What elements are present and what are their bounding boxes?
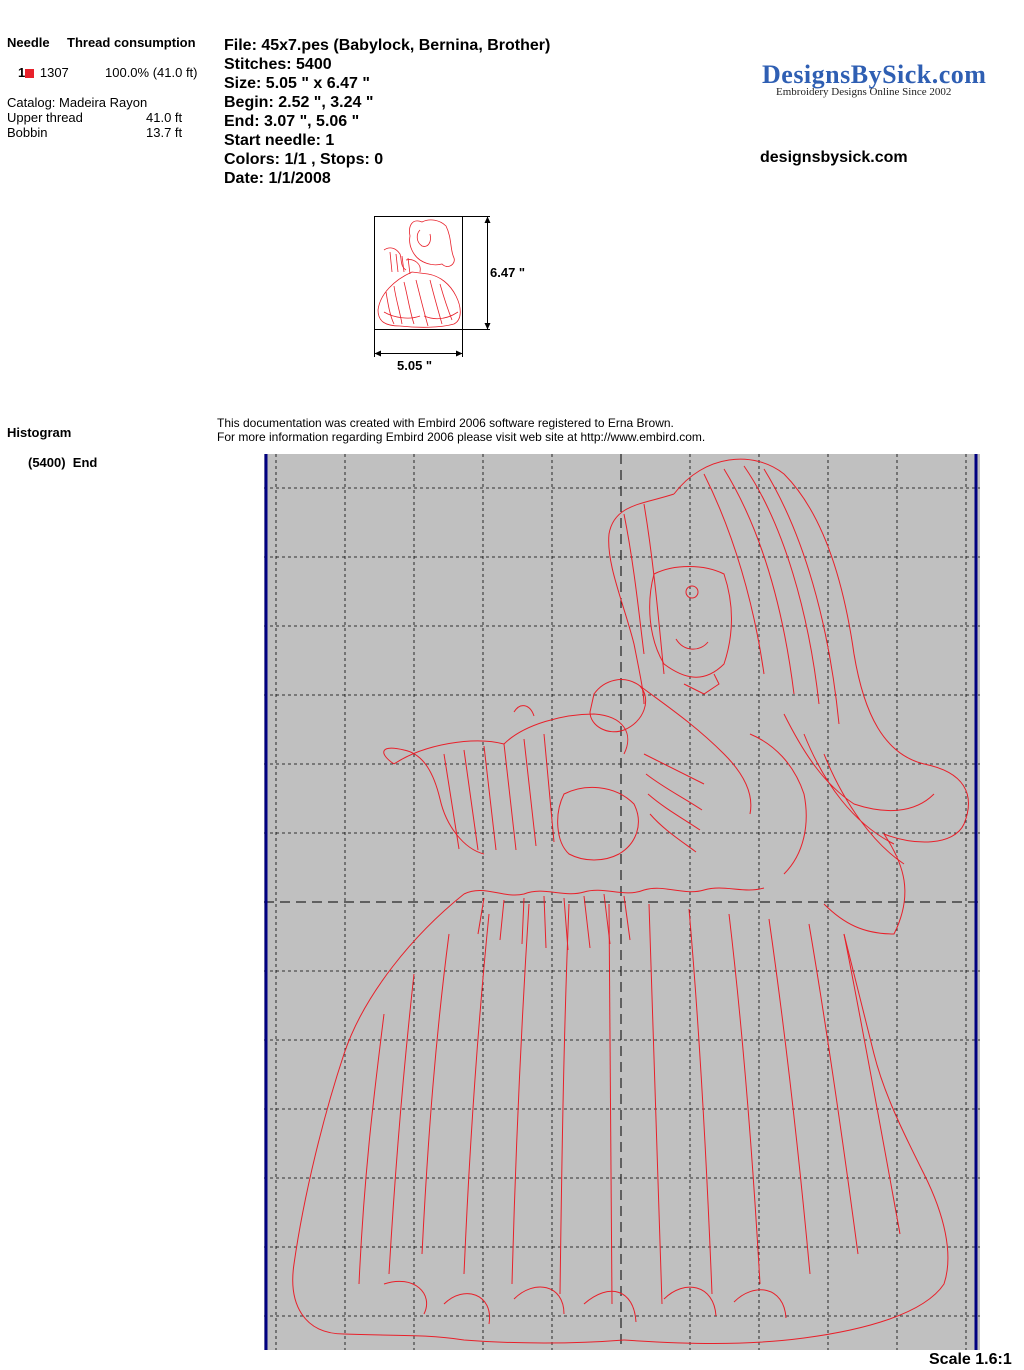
needle-number: 1 (18, 65, 26, 80)
thread-consumption-value: 100.0% (41.0 ft) (105, 65, 198, 80)
scale-label: Scale 1.6:1 (929, 1351, 1012, 1368)
logo-tagline: Embroidery Designs Online Since 2002 (776, 86, 952, 98)
design-canvas (264, 454, 980, 1350)
designsbysick-logo (762, 60, 986, 98)
thumbnail-drawing (370, 212, 550, 382)
design-thumbnail (370, 212, 550, 382)
design-date: Date: 1/1/2008 (224, 170, 331, 187)
histogram-title: Histogram (7, 425, 72, 440)
website-link[interactable]: designsbysick.com (760, 149, 908, 166)
end-position: End: 3.07 ", 5.06 " (224, 113, 360, 130)
thumbnail-width-label: 5.05 " (397, 358, 433, 373)
software-note-line-1: This documentation was created with Embird 2006 software registered to Erna Brown. (217, 416, 674, 430)
software-note-line-2: For more information regarding Embird 2006 please visit web site at http://www.embird.com. (217, 430, 706, 444)
thread-code: 1307 (39, 65, 69, 80)
upper-thread-label: Upper thread (7, 110, 83, 125)
bobbin-value: 13.7 ft (146, 125, 183, 140)
upper-thread-value: 41.0 ft (146, 110, 183, 125)
bobbin-label: Bobbin (7, 125, 48, 140)
design-size: Size: 5.05 " x 6.47 " (224, 75, 370, 92)
thread-color-swatch (25, 69, 34, 78)
logo-wordmark: DesignsBySick.com (762, 60, 987, 89)
design-stats (224, 36, 550, 188)
thread-consumption-header: Thread consumption (67, 35, 196, 50)
software-note (217, 416, 705, 444)
file-info: File: 45x7.pes (Babylock, Bernina, Brother) (224, 37, 551, 54)
catalog-label: Catalog: Madeira Rayon (7, 95, 148, 110)
start-needle: Start needle: 1 (224, 132, 335, 149)
histogram-entry: (5400) End (28, 455, 98, 470)
begin-position: Begin: 2.52 ", 3.24 " (224, 94, 374, 111)
needle-header: Needle (7, 35, 50, 50)
colors-stops: Colors: 1/1 , Stops: 0 (224, 151, 384, 168)
design-preview (264, 454, 980, 1350)
stitch-count: Stitches: 5400 (224, 56, 332, 73)
needle-row (18, 65, 69, 80)
thumbnail-height-label: 6.47 " (490, 265, 526, 280)
